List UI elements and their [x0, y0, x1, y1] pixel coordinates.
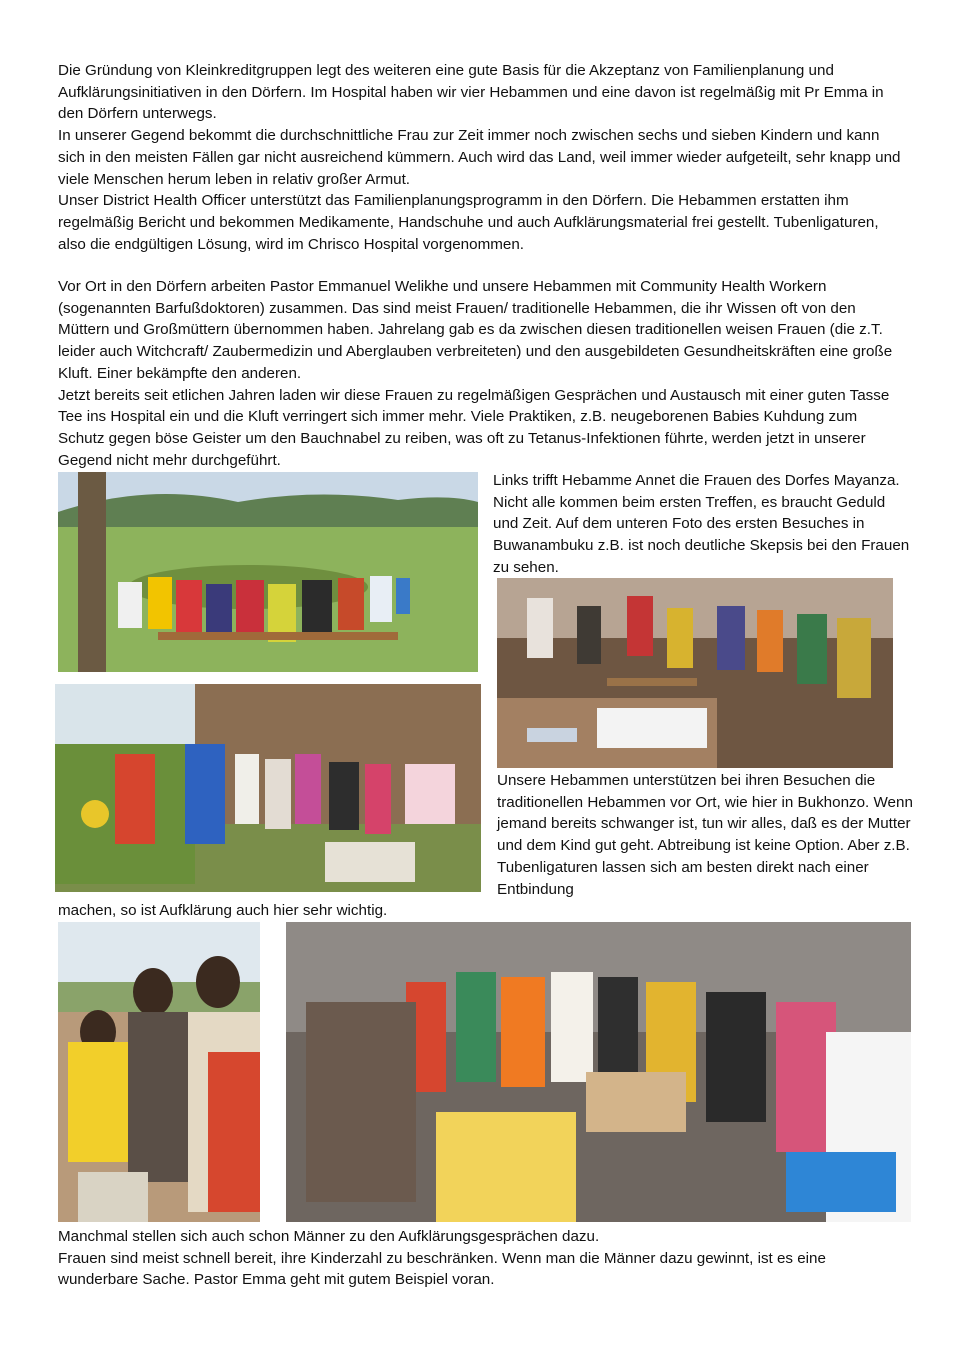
- photo-buwanambuku-meeting: [497, 578, 893, 768]
- intro-paragraph: Die Gründung von Kleinkreditgruppen legt des weiteren eine gute Basis für die Akzeptanz von Familienplanung und Aufklärungsinitiativen in den Dörfern. Im Hospital haben wir vier Hebammen und eine davon ist regelmäßig mit Pr Emma in den Dörfern unterwegs.: [58, 62, 884, 123]
- closing-paragraph: Manchmal stellen sich auch schon Männer zu den Aufklärungsgesprächen dazu.: [58, 1228, 600, 1245]
- caption-bukhonzo: Unsere Hebammen unterstützen bei ihren Besuchen die traditionellen Hebammen vor Ort, wie hier in Bukhonzo. Wenn jemand bereits schwanger ist, tun wir alles, daß es der Mutter und dem Kind gut geht. Abtreibung ist keine Option. Aber z.B. Tubenligaturen lassen sich am besten direkt nach einer Entbindung: [497, 772, 913, 898]
- photo-indoor-group: [286, 922, 911, 1222]
- community-paragraph: Vor Ort in den Dörfern arbeiten Pastor Emmanuel Welikhe und unsere Hebammen mit Community Health Workern (sogenannten Barfußdoktoren) zusammen. Das sind meist Frauen/ traditionelle Hebammen, die ihr Wissen oft von den Müttern und Großmüttern übernommen haben. Jahrelang gab es da zwischen diesen traditionellen weisen Frauen (die z.T. leider auch Witchcraft/ Zaubermedizin und Aberglauben verbreiteten) und den ausgebildeten Gesundheitskräften eine große Kluft. Einer bekämpfte den anderen.: [58, 278, 893, 382]
- community-text: [58, 276, 902, 471]
- community-paragraph: Jetzt bereits seit etlichen Jahren laden wir diese Frauen zu regelmäßigen Gesprächen und Austausch mit einer guten Tasse Tee ins Hospital ein und die Kluft verringert sich immer mehr. Viele Praktiken, z.B. neugeborenen Babies Kuhdung zum Schutz gegen böse Geister um den Bauchnabel zu reiben, was oft zu Tetanus-Infektionen führte, werden jetzt in unserer Gegend nicht mehr durchgeführt.: [58, 386, 890, 469]
- intro-text: [58, 60, 902, 255]
- photo-bukhonzo-visit: [55, 684, 481, 892]
- caption-bukhonzo-continued: machen, so ist Aufklärung auch hier sehr wichtig.: [58, 902, 388, 919]
- photo-mayanza-meeting: [58, 472, 478, 672]
- intro-paragraph: In unserer Gegend bekommt die durchschnittliche Frau zur Zeit immer noch zwischen sechs und sieben Kindern und kann sich in den meisten Fällen gar nicht ausreichend kümmern. Auch wird das Land, weil immer wieder aufgeteilt, sehr knapp und viele Menschen herum leben in relativ großer Armut.: [58, 127, 901, 188]
- caption-mayanza: Links trifft Hebamme Annet die Frauen des Dorfes Mayanza. Nicht alle kommen beim ersten Treffen, es braucht Geduld und Zeit. Auf dem unteren Foto des ersten Besuches in Buwanambuku z.B. ist noch deutliche Skepsis bei den Frauen zu sehen.: [493, 472, 910, 576]
- intro-paragraph: Unser District Health Officer unterstützt das Familienplanungsprogramm in den Dörfern. Die Hebammen erstatten ihm regelmäßig Bericht und bekommen Medikamente, Handschuhe und auch Aufklärungsmaterial frei gestellt. Tubenligaturen, also die endgültigen Lösung, wird im Chrisco Hospital vorgenommen.: [58, 192, 879, 253]
- closing-text: [58, 1226, 902, 1291]
- closing-paragraph: Frauen sind meist schnell bereit, ihre Kinderzahl zu beschränken. Wenn man die Männer dazu gewinnt, ist es eine wunderbare Sache. Pastor Emma geht mit gutem Beispiel voran.: [58, 1249, 826, 1289]
- photo-men-conversation: [58, 922, 260, 1222]
